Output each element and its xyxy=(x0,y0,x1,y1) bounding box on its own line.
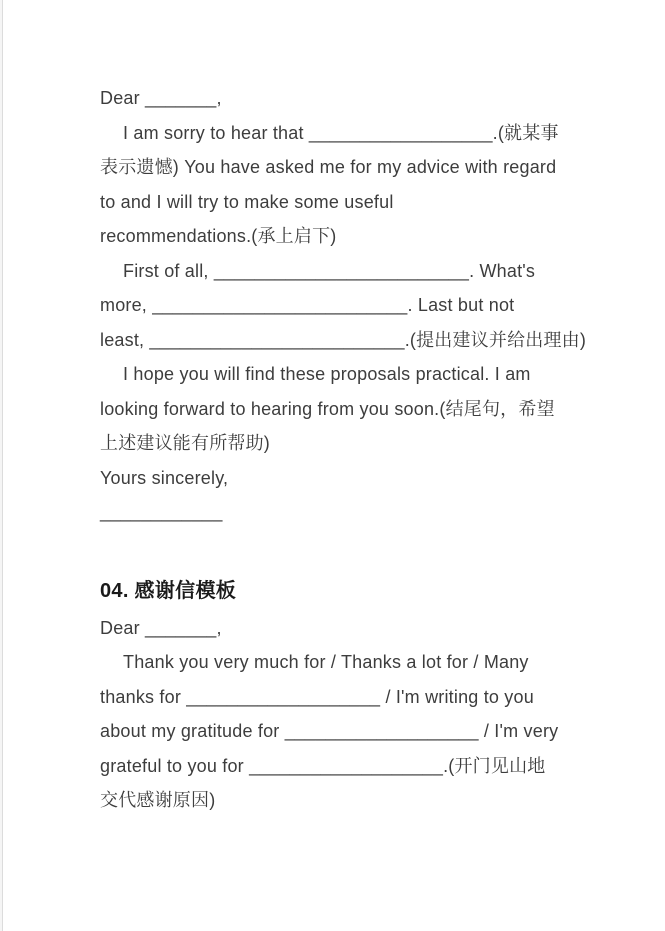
letter-line: to and I will try to make some useful xyxy=(100,191,394,212)
letter-line: thanks for ___________________ / I'm writing to you xyxy=(100,686,534,707)
letter-line-closing: Yours sincerely, xyxy=(100,467,229,488)
signature-blank-line: ____________ xyxy=(100,502,223,522)
letter-line: Thank you very much for / Thanks a lot for / Many xyxy=(123,652,529,672)
letter-line: 交代感谢原因) xyxy=(100,790,216,810)
letter-line: least, _________________________.(提出建议并给出理由) xyxy=(100,329,587,350)
letter-line: I am sorry to hear that __________________.(就某事 xyxy=(123,122,559,143)
letter-line: looking forward to hearing from you soon.(结尾句，希望 xyxy=(100,398,555,419)
section-heading-04: 04. 感谢信模板 xyxy=(100,579,237,602)
letter-line-salutation: Dear _______, xyxy=(100,617,222,638)
letter-line: about my gratitude for ___________________ / I'm very xyxy=(100,721,559,741)
letter-line: First of all, _________________________. What's xyxy=(123,260,536,281)
letter-line: 上述建议能有所帮助) xyxy=(100,433,270,453)
letter-line: grateful to you for ___________________.(开门见山地 xyxy=(100,755,546,776)
page-left-edge xyxy=(0,0,3,931)
letter-line: recommendations.(承上启下) xyxy=(100,226,337,246)
letter-line: 表示遗憾) You have asked me for my advice with regard xyxy=(100,157,557,177)
letter-line: I hope you will find these proposals practical. I am xyxy=(123,364,531,384)
letter-line-salutation: Dear _______, xyxy=(100,88,222,108)
document-content xyxy=(100,81,640,818)
letter-line: more, _________________________. Last but not xyxy=(100,295,515,315)
